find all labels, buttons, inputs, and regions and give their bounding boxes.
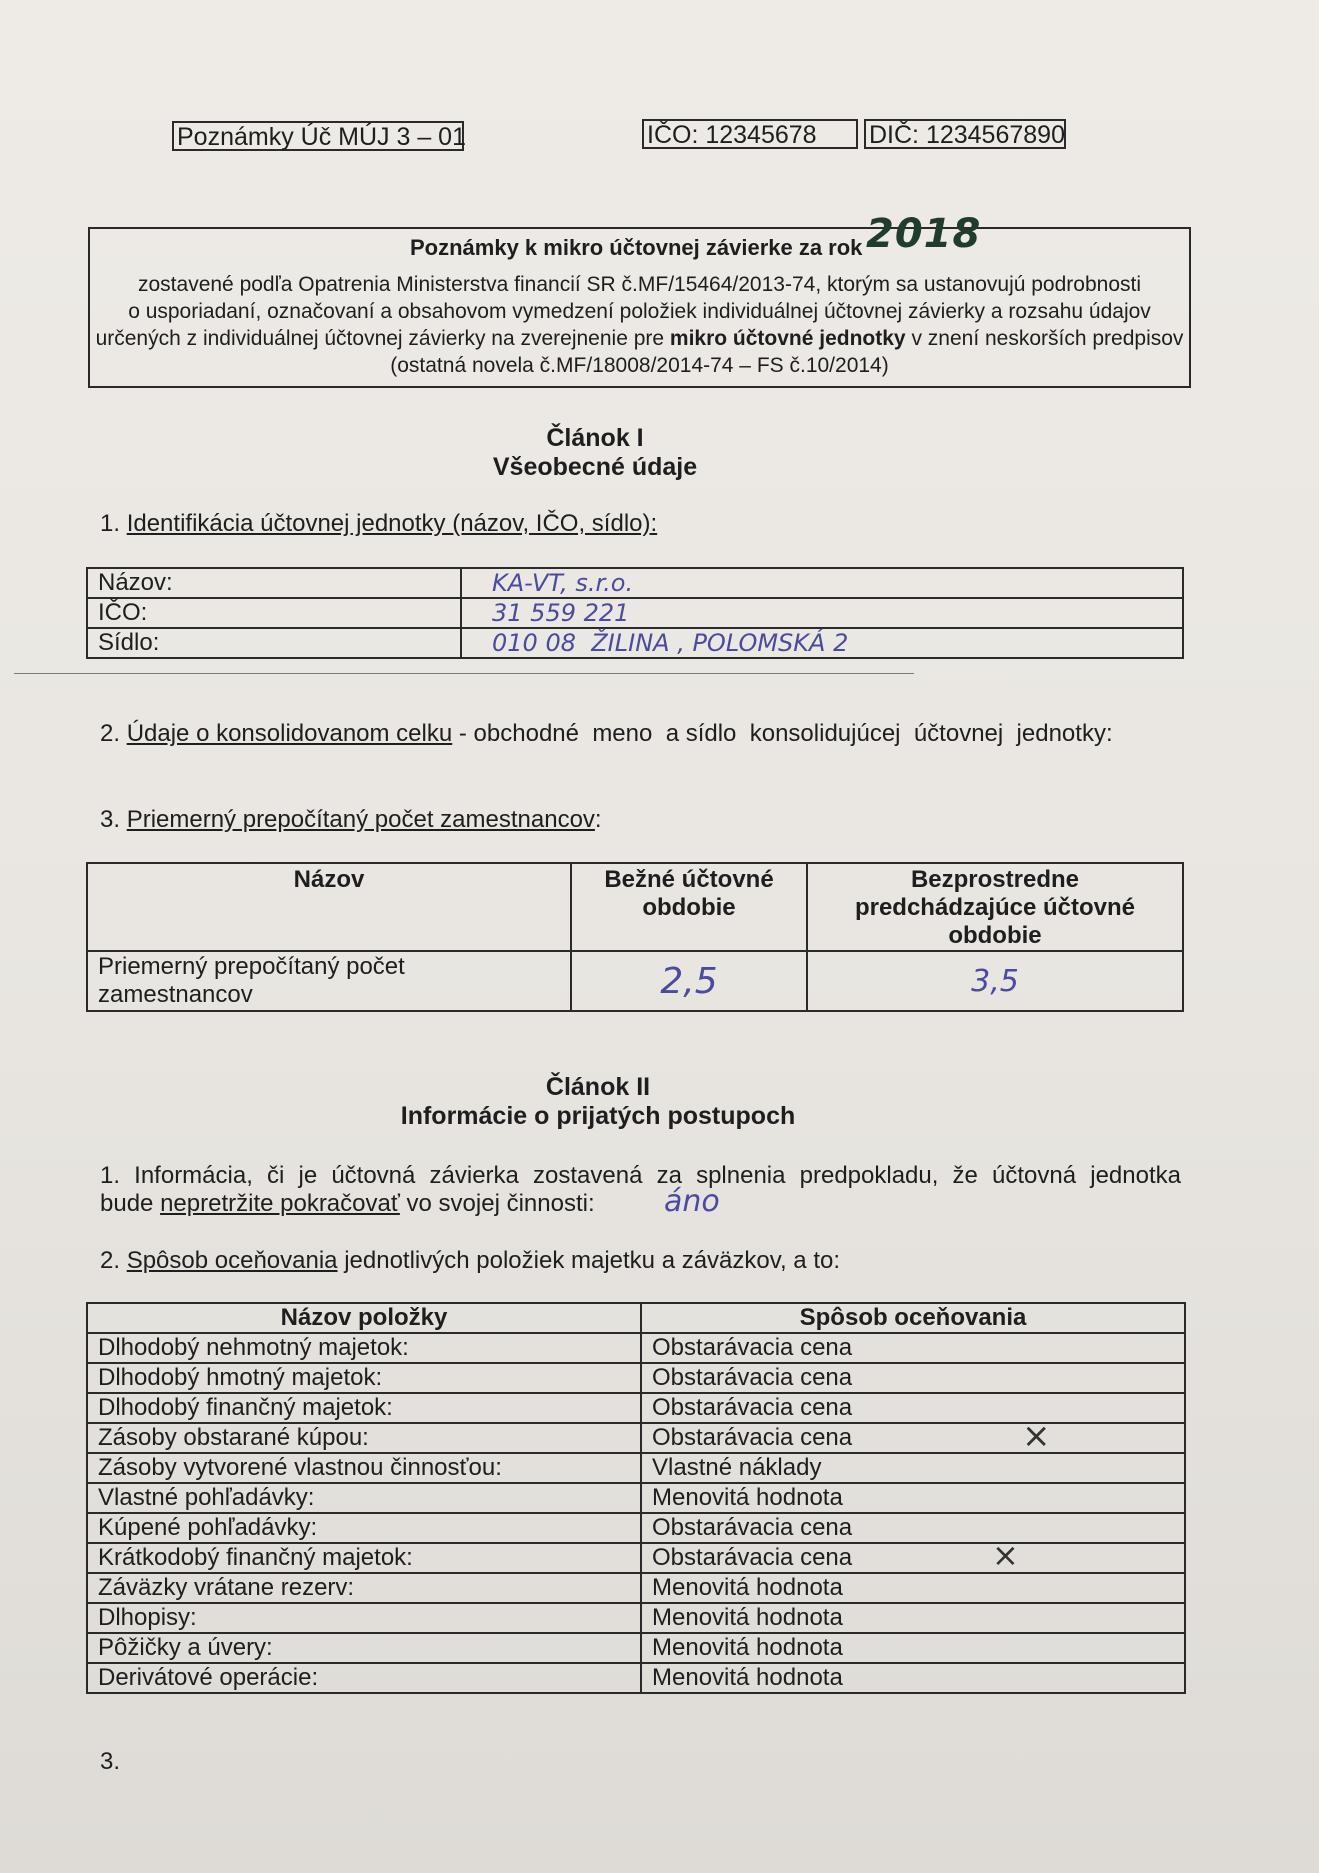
- check-mark: ×: [992, 1536, 1019, 1574]
- valuation-method: Obstarávacia cena: [641, 1393, 1185, 1423]
- table-row: [87, 1393, 1185, 1423]
- employees-label: Priemerný prepočítaný počet zamestnancov: [126, 806, 595, 833]
- going-concern-answer: áno: [664, 1184, 720, 1219]
- article2-item1-line2: bude nepretržite pokračovať vo svojej činnosti:: [100, 1190, 595, 1217]
- valuation-method: Obstarávacia cena ×: [641, 1543, 1185, 1573]
- valuation-label: Spôsob oceňovania: [126, 1247, 338, 1274]
- form-code-box: [172, 121, 464, 151]
- table-row: [87, 568, 1183, 598]
- table-row: [87, 1333, 1185, 1363]
- form-code: Poznámky Úč MÚJ 3 – 01: [177, 123, 466, 151]
- divider-line: [14, 673, 914, 674]
- table-row: [87, 863, 1183, 951]
- valuation-item: Dlhodobý hmotný majetok:: [87, 1363, 641, 1393]
- emp-current-value: 2,5: [571, 951, 807, 1011]
- identification-table: [86, 567, 1184, 659]
- valuation-item: Zásoby obstarané kúpou:: [87, 1423, 641, 1453]
- emp-col-name: Názov: [87, 863, 571, 951]
- valuation-item: Dlhopisy:: [87, 1603, 641, 1633]
- ident-label-ico: IČO:: [87, 598, 461, 628]
- identification-label: Identifikácia účtovnej jednotky (názov, IČO, sídlo):: [126, 510, 658, 537]
- table-row: [87, 598, 1183, 628]
- valuation-method: Menovitá hodnota: [641, 1573, 1185, 1603]
- article1-heading: Článok I: [546, 424, 644, 452]
- ident-label-seat: Sídlo:: [87, 628, 461, 658]
- ident-value-seat: 010 08 ŽILINA , POLOMSKÁ 2: [461, 628, 1183, 658]
- intro-line-4: (ostatná novela č.MF/18008/2014-74 – FS č.10/2014): [390, 354, 889, 377]
- table-row: [87, 1423, 1185, 1453]
- article1-item2: 2. Údaje o konsolidovanom celku - obchodné meno a sídlo konsolidujúcej účtovnej jednotky:: [100, 720, 1113, 747]
- article2-subheading: Informácie o prijatých postupoch: [400, 1102, 796, 1130]
- valuation-col-item: Názov položky: [87, 1303, 641, 1333]
- table-row: [87, 1603, 1185, 1633]
- valuation-item: Dlhodobý finančný majetok:: [87, 1393, 641, 1423]
- dic-label: DIČ: 1234567890: [869, 121, 1065, 149]
- table-row: [87, 1633, 1185, 1663]
- valuation-method: Menovitá hodnota: [641, 1483, 1185, 1513]
- valuation-method: Obstarávacia cena: [641, 1513, 1185, 1543]
- table-row: [87, 1363, 1185, 1393]
- article2-heading: Článok II: [545, 1073, 651, 1101]
- intro-box: [88, 211, 1191, 388]
- ident-value-name: KA-VT, s.r.o.: [461, 568, 1183, 598]
- intro-title: Poznámky k mikro účtovnej závierke za rok: [410, 235, 863, 260]
- table-row: [87, 1573, 1185, 1603]
- valuation-item: Kúpené pohľadávky:: [87, 1513, 641, 1543]
- table-row: [87, 1303, 1185, 1333]
- valuation-method: Menovitá hodnota: [641, 1633, 1185, 1663]
- year-handwritten: 2018: [866, 211, 982, 257]
- ident-value-ico: 31 559 221: [461, 598, 1183, 628]
- table-row: [87, 1663, 1185, 1693]
- intro-line-1: zostavené podľa Opatrenia Ministerstva financií SR č.MF/15464/2013-74, ktorým sa ustanovujú podrobnosti: [138, 273, 1141, 296]
- intro-line-3-bold: mikro účtovné jednotky: [669, 327, 906, 350]
- article1-subheading: Všeobecné údaje: [492, 453, 698, 481]
- valuation-item: Krátkodobý finančný majetok:: [87, 1543, 641, 1573]
- valuation-method: Menovitá hodnota: [641, 1603, 1185, 1633]
- table-row: [87, 951, 1183, 1011]
- consolidation-label: Údaje o konsolidovanom celku: [126, 720, 453, 747]
- article2-item2: 2. Spôsob oceňovania jednotlivých položiek majetku a záväzkov, a to:: [100, 1247, 841, 1274]
- ico-box: [642, 119, 858, 149]
- table-row: [87, 1543, 1185, 1573]
- valuation-item: Záväzky vrátane rezerv:: [87, 1573, 641, 1603]
- emp-col-current: Bežné účtovné obdobie: [571, 863, 807, 951]
- valuation-item: Vlastné pohľadávky:: [87, 1483, 641, 1513]
- valuation-item: Zásoby vytvorené vlastnou činnosťou:: [87, 1453, 641, 1483]
- emp-col-previous: Bezprostredne predchádzajúce účtovné obdobie: [807, 863, 1183, 951]
- valuation-method: Vlastné náklady: [641, 1453, 1185, 1483]
- valuation-table: [86, 1302, 1186, 1694]
- intro-line-3: určených z individuálnej účtovnej závierky na zverejnenie pre mikro účtovné jednotky v znení neskorších predpisov: [95, 327, 1184, 350]
- dic-box: [864, 119, 1066, 149]
- ident-label-name: Názov:: [87, 568, 461, 598]
- ico-label: IČO: 12345678: [647, 121, 817, 149]
- valuation-item: Pôžičky a úvery:: [87, 1633, 641, 1663]
- table-row: [87, 1483, 1185, 1513]
- employees-table: [86, 862, 1184, 1012]
- table-row: [87, 628, 1183, 658]
- going-concern-label: nepretržite pokračovať: [160, 1190, 400, 1217]
- article2-item1-line1: 1. Informácia, či je účtovná závierka zostavená za splnenia predpokladu, že účtovná jednotka: [100, 1162, 1181, 1189]
- valuation-method: Obstarávacia cena ×: [641, 1423, 1185, 1453]
- intro-line-2: o usporiadaní, označovaní a obsahovom vymedzení položiek individuálnej účtovnej závierky a rozsahu údajov: [128, 300, 1151, 323]
- valuation-item: Dlhodobý nehmotný majetok:: [87, 1333, 641, 1363]
- table-row: [87, 1453, 1185, 1483]
- intro-title-row: [410, 234, 862, 261]
- emp-previous-value: 3,5: [807, 951, 1183, 1011]
- article1-item3: 3. Priemerný prepočítaný počet zamestnancov:: [100, 806, 602, 833]
- article1-item1: 1. Identifikácia účtovnej jednotky (názov, IČO, sídlo):: [100, 510, 658, 537]
- table-row: [87, 1513, 1185, 1543]
- article2-item3: 3.: [100, 1748, 121, 1775]
- valuation-method: Obstarávacia cena: [641, 1363, 1185, 1393]
- check-mark: ×: [1022, 1416, 1051, 1456]
- emp-row-label: Priemerný prepočítaný počet zamestnancov: [87, 951, 571, 1011]
- valuation-method: Menovitá hodnota: [641, 1663, 1185, 1693]
- valuation-method: Obstarávacia cena: [641, 1333, 1185, 1363]
- valuation-item: Derivátové operácie:: [87, 1663, 641, 1693]
- valuation-col-method: Spôsob oceňovania: [641, 1303, 1185, 1333]
